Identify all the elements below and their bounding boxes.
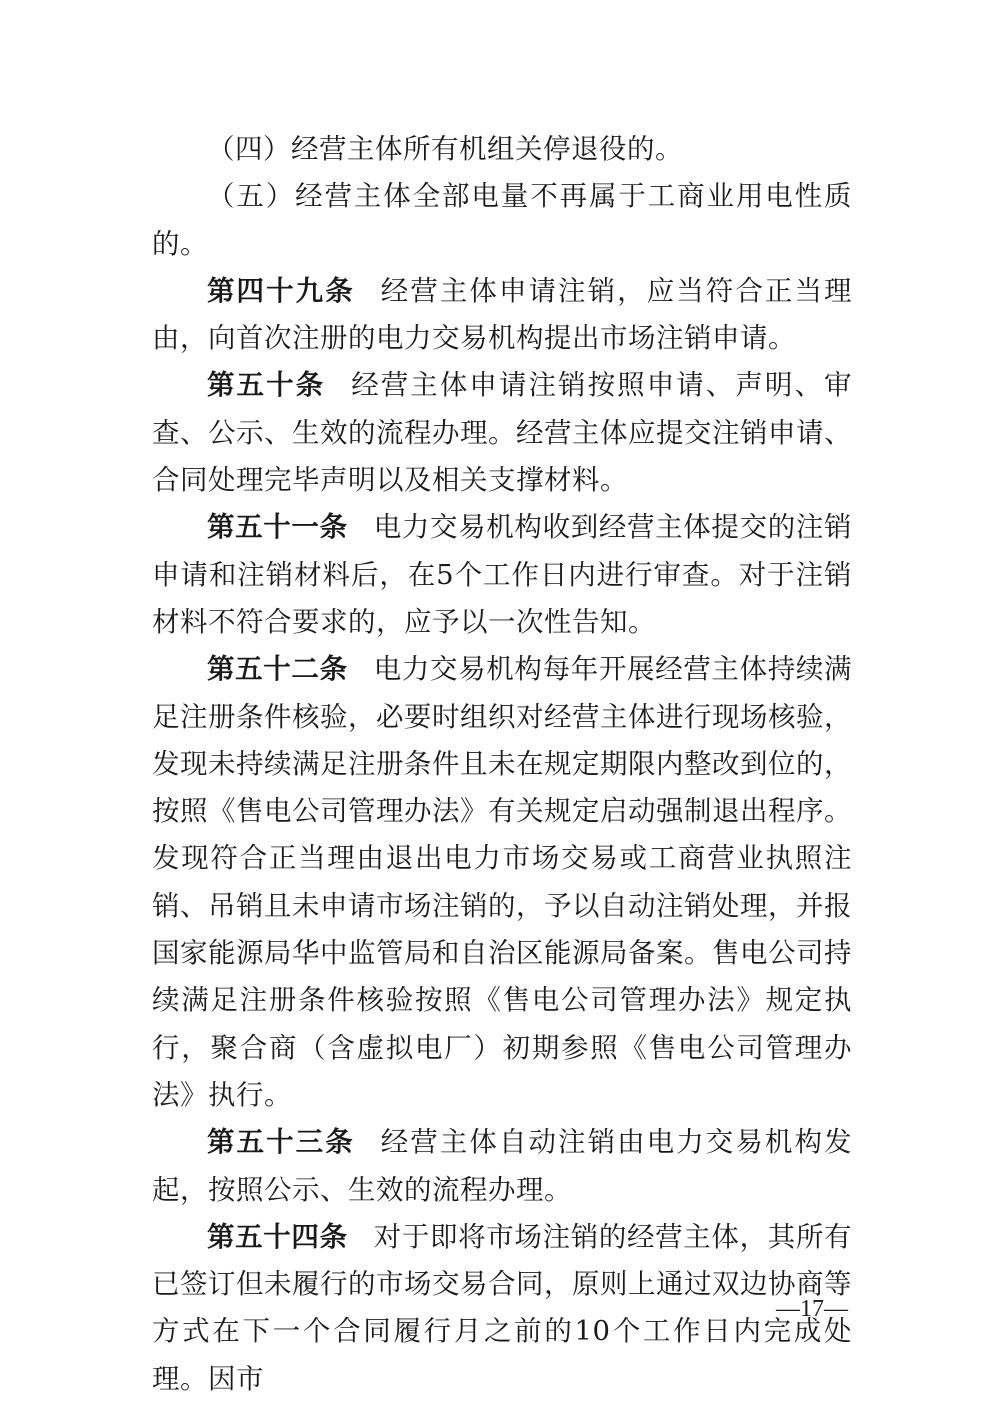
article-title: 第五十四条: [207, 1220, 348, 1253]
paragraph-text: （五）经营主体全部电量不再属于工商业用电性质的。: [152, 180, 852, 260]
article-text: 经营主体申请注销按照申请、声明、审查、公示、生效的流程办理。经营主体应提交注销申请、合同处理完毕声明以及相关支撑材料。: [152, 369, 853, 497]
article-49: [152, 268, 852, 363]
article-text: 电力交易机构收到经营主体提交的注销申请和注销材料后，在5个工作日内进行审查。对于注销材料不符合要求的，应予以一次性告知。: [152, 511, 853, 638]
article-title: 第五十一条: [207, 511, 348, 544]
article-54: [152, 1214, 852, 1403]
article-title: 第五十三条: [207, 1126, 355, 1159]
page-number: —17—: [776, 1296, 848, 1322]
article-title: 第四十九条: [207, 274, 355, 307]
article-title: 第五十二条: [207, 653, 348, 686]
article-50: [152, 362, 852, 504]
article-text: 电力交易机构每年开展经营主体持续满足注册条件核验，必要时组织对经营主体进行现场核验，发现未持续满足注册条件且未在规定期限内整改到位的，按照《售电公司管理办法》有关规定启动强制退出程序。发现符合正当理由退出电力市场交易或工商营业执照注销、吊销且未申请市场注销的，予以自动注销处理，并报国家能源局华中监管局和自治区能源局备案。售电公司持续满足注册条件核验按照《售电公司管理办法》规定执行，聚合商（含虚拟电厂）初期参照《售电公司管理办法》执行。: [152, 653, 853, 1111]
paragraph-item-5: [152, 173, 852, 268]
article-text: 经营主体申请注销，应当符合正当理由，向首次注册的电力交易机构提出市场注销申请。: [152, 274, 852, 355]
article-53: [152, 1119, 852, 1214]
article-title: 第五十条: [207, 369, 326, 402]
article-51: [152, 504, 852, 646]
paragraph-text: （四）经营主体所有机组关停退役的。: [207, 133, 683, 165]
paragraph-item-4: [152, 126, 852, 173]
article-text: 经营主体自动注销由电力交易机构发起，按照公示、生效的流程办理。: [152, 1126, 852, 1206]
article-text: 对于即将市场注销的经营主体，其所有已签订但未履行的市场交易合同，原则上通过双边协商等方式在下一个合同履行月之前的10个工作日内完成处理。因市: [152, 1220, 853, 1395]
document-body: [152, 126, 852, 1403]
article-52: [152, 646, 852, 1119]
